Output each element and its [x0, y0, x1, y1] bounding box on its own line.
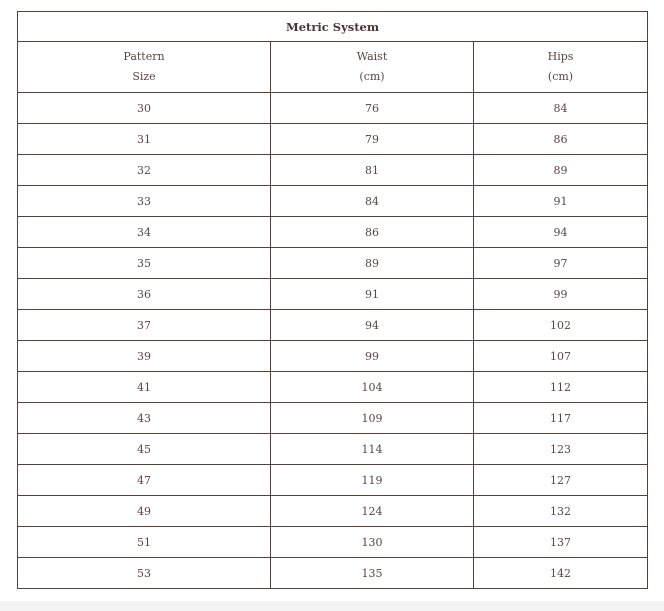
header-line: Waist	[356, 50, 388, 63]
cell-hips: 99	[474, 279, 648, 310]
cell-pattern-size: 33	[18, 186, 271, 217]
cell-waist: 104	[271, 372, 474, 403]
cell-pattern-size: 51	[18, 527, 271, 558]
cell-pattern-size: 37	[18, 310, 271, 341]
cell-hips: 127	[474, 465, 648, 496]
cell-waist: 89	[271, 248, 474, 279]
cell-waist: 135	[271, 558, 474, 589]
table-row	[18, 279, 648, 310]
header-pattern-size	[18, 42, 271, 93]
cell-waist: 86	[271, 217, 474, 248]
header-line: Size	[132, 70, 156, 83]
table-row	[18, 558, 648, 589]
header-line: (cm)	[359, 70, 385, 83]
cell-waist: 119	[271, 465, 474, 496]
header-line: Pattern	[123, 50, 165, 63]
header-hips	[474, 42, 648, 93]
header-line: Hips	[547, 50, 574, 63]
cell-pattern-size: 49	[18, 496, 271, 527]
table-row	[18, 217, 648, 248]
table-body	[18, 93, 648, 589]
table-row	[18, 496, 648, 527]
table-row	[18, 403, 648, 434]
table-row	[18, 155, 648, 186]
size-chart-table	[17, 11, 648, 589]
cell-pattern-size: 34	[18, 217, 271, 248]
cell-pattern-size: 43	[18, 403, 271, 434]
cell-waist: 130	[271, 527, 474, 558]
cell-waist: 124	[271, 496, 474, 527]
table-title-row	[18, 12, 648, 42]
cell-hips: 102	[474, 310, 648, 341]
cell-hips: 94	[474, 217, 648, 248]
table-header-row	[18, 42, 648, 93]
cell-hips: 112	[474, 372, 648, 403]
page-footer-strip	[0, 601, 664, 611]
table-row	[18, 465, 648, 496]
cell-pattern-size: 45	[18, 434, 271, 465]
cell-pattern-size: 31	[18, 124, 271, 155]
cell-pattern-size: 41	[18, 372, 271, 403]
cell-pattern-size: 36	[18, 279, 271, 310]
cell-waist: 91	[271, 279, 474, 310]
cell-hips: 117	[474, 403, 648, 434]
cell-hips: 137	[474, 527, 648, 558]
cell-pattern-size: 30	[18, 93, 271, 124]
cell-hips: 107	[474, 341, 648, 372]
table-row	[18, 310, 648, 341]
cell-hips: 86	[474, 124, 648, 155]
cell-hips: 91	[474, 186, 648, 217]
cell-hips: 97	[474, 248, 648, 279]
cell-hips: 132	[474, 496, 648, 527]
cell-waist: 84	[271, 186, 474, 217]
table-row	[18, 186, 648, 217]
header-waist	[271, 42, 474, 93]
table-row	[18, 527, 648, 558]
cell-pattern-size: 53	[18, 558, 271, 589]
table-title: Metric System	[18, 12, 648, 42]
header-line: (cm)	[547, 70, 574, 83]
cell-pattern-size: 35	[18, 248, 271, 279]
cell-pattern-size: 32	[18, 155, 271, 186]
cell-waist: 79	[271, 124, 474, 155]
cell-hips: 142	[474, 558, 648, 589]
table-row	[18, 372, 648, 403]
cell-hips: 89	[474, 155, 648, 186]
cell-pattern-size: 39	[18, 341, 271, 372]
cell-waist: 94	[271, 310, 474, 341]
cell-hips: 123	[474, 434, 648, 465]
table-row	[18, 341, 648, 372]
table-row	[18, 248, 648, 279]
cell-hips: 84	[474, 93, 648, 124]
cell-pattern-size: 47	[18, 465, 271, 496]
cell-waist: 81	[271, 155, 474, 186]
table-row	[18, 434, 648, 465]
table-row	[18, 124, 648, 155]
cell-waist: 76	[271, 93, 474, 124]
cell-waist: 114	[271, 434, 474, 465]
cell-waist: 99	[271, 341, 474, 372]
table-row	[18, 93, 648, 124]
cell-waist: 109	[271, 403, 474, 434]
